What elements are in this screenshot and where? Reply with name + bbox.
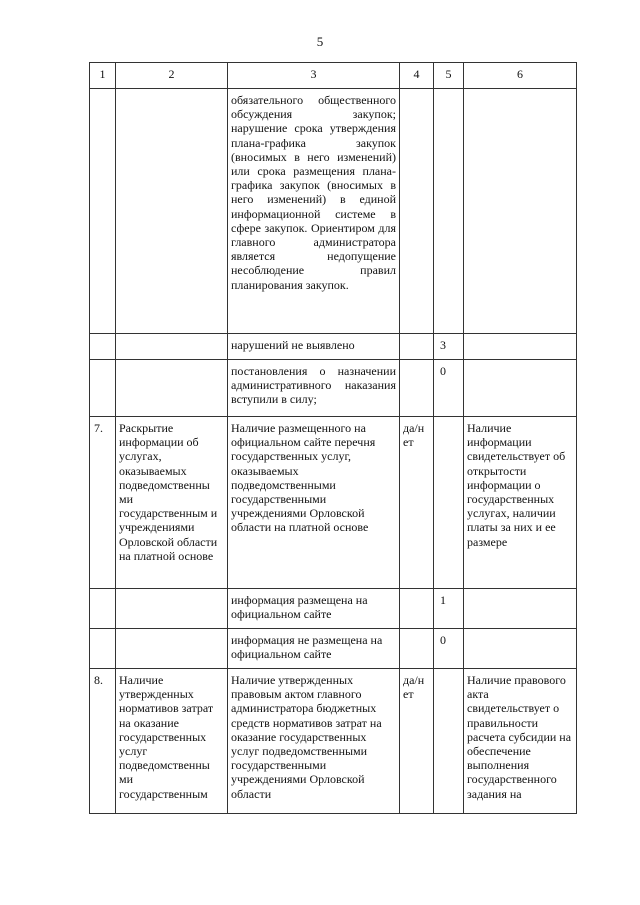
row-number-cell: 8.	[90, 669, 116, 814]
score-cell	[434, 669, 464, 814]
row-number-cell	[90, 334, 116, 360]
column-header: 5	[434, 63, 464, 89]
indicator-name-cell	[116, 629, 228, 669]
table-row	[90, 629, 577, 669]
criterion-cell: нарушений не выявлено	[228, 334, 400, 360]
column-header: 3	[228, 63, 400, 89]
row-number-cell	[90, 360, 116, 417]
score-cell: 0	[434, 629, 464, 669]
unit-cell: да/н ет	[400, 417, 434, 589]
score-cell: 3	[434, 334, 464, 360]
criterion-cell: информация не размещена на официальном сайте	[228, 629, 400, 669]
row-number-cell	[90, 589, 116, 629]
comment-cell	[464, 334, 577, 360]
unit-cell	[400, 334, 434, 360]
criterion-cell: Наличие утвержденных правовым актом главного администратора бюджетных средств нормативов затрат на оказание государственных услуг подведомственными государственными учреждениями Орловской области	[228, 669, 400, 814]
column-header: 1	[90, 63, 116, 89]
column-header: 4	[400, 63, 434, 89]
score-cell: 0	[434, 360, 464, 417]
table-row	[90, 669, 577, 814]
table-row	[90, 89, 577, 334]
row-number-cell	[90, 89, 116, 334]
indicator-name-cell: Наличие утвержденных нормативов затрат на оказание государственных услуг подведомственны ми государственным	[116, 669, 228, 814]
unit-cell	[400, 629, 434, 669]
table-row	[90, 589, 577, 629]
unit-cell	[400, 360, 434, 417]
indicator-name-cell: Раскрытие информации об услугах, оказываемых подведомственны ми государственным и учреждениями Орловской области на платной основе	[116, 417, 228, 589]
comment-cell: Наличие информации свидетельствует об открытости информации о государственных услугах, наличии платы за них и ее размере	[464, 417, 577, 589]
criterion-cell: постановления о назначении административного наказания вступили в силу;	[228, 360, 400, 417]
comment-cell	[464, 360, 577, 417]
unit-cell	[400, 89, 434, 334]
row-number-cell: 7.	[90, 417, 116, 589]
comment-cell	[464, 89, 577, 334]
table-row	[90, 417, 577, 589]
score-cell	[434, 89, 464, 334]
indicator-name-cell	[116, 360, 228, 417]
criterion-cell: Наличие размещенного на официальном сайте перечня государственных услуг, оказываемых подведомственными государственными учреждениями Орловской области на платной основе	[228, 417, 400, 589]
criteria-table	[89, 62, 577, 814]
indicator-name-cell	[116, 334, 228, 360]
table-row	[90, 360, 577, 417]
score-cell	[434, 417, 464, 589]
table-header-row	[90, 63, 577, 89]
page-number: 5	[316, 34, 324, 49]
row-number-cell	[90, 629, 116, 669]
comment-cell	[464, 589, 577, 629]
comment-cell: Наличие правового акта свидетельствует о правильности расчета субсидии на обеспечение выполнения государственного задания на	[464, 669, 577, 814]
indicator-name-cell	[116, 589, 228, 629]
criterion-cell: информация размещена на официальном сайте	[228, 589, 400, 629]
indicator-name-cell	[116, 89, 228, 334]
unit-cell: да/н ет	[400, 669, 434, 814]
unit-cell	[400, 589, 434, 629]
score-cell: 1	[434, 589, 464, 629]
criterion-cell: обязательного общественного обсуждения закупок; нарушение срока утверждения плана-графика закупок (вносимых в него изменений) или срока размещения плана-графика закупок (вносимых в него изменений) в единой информационной системе в сфере закупок. Ориентиром для главного администратора является недопущение несоблюдение правил планирования закупок.	[228, 89, 400, 334]
column-header: 6	[464, 63, 577, 89]
column-header: 2	[116, 63, 228, 89]
table-row	[90, 334, 577, 360]
comment-cell	[464, 629, 577, 669]
